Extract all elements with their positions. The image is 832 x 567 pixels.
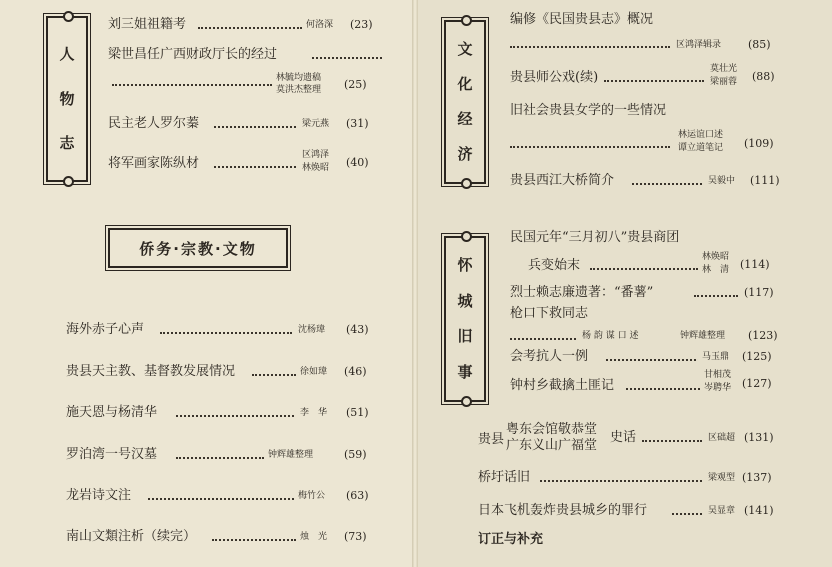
leader-dots: [590, 268, 698, 270]
leader-dots: [632, 183, 702, 185]
entry-author: 梁观型: [708, 473, 736, 483]
leader-dots: [672, 513, 702, 515]
entry-title: 海外赤子心声: [66, 322, 145, 337]
entry-author: 区础超: [708, 433, 736, 443]
entry-page: (125): [742, 350, 772, 363]
entry-author: 莫壮光: [710, 64, 738, 74]
entry-page: (31): [346, 117, 369, 130]
leader-dots: [176, 457, 264, 459]
entry-page: (117): [744, 286, 774, 299]
leader-dots: [160, 332, 292, 334]
entry-author: 岑聘华: [704, 383, 732, 393]
entry-author: 林运谊口述: [678, 130, 724, 140]
entry-author: 李 华: [300, 408, 328, 418]
entry-title: 梁世昌任广西财政厅长的经过: [108, 47, 278, 62]
leader-dots: [694, 295, 738, 297]
leader-dots: [198, 27, 302, 29]
entry-title: 龙岩诗文注: [66, 488, 132, 503]
leader-dots: [312, 57, 382, 59]
leader-dots: [642, 440, 702, 442]
entry-title: 日本飞机轰炸贵县城乡的罪行: [478, 503, 648, 518]
entry-author: 梁丽蓉: [710, 77, 738, 87]
leader-dots: [214, 166, 296, 168]
entry-title: 民主老人罗尔蓁: [108, 116, 200, 131]
leader-dots: [604, 80, 704, 82]
entry-author: 林焕昭: [702, 252, 730, 262]
entry-page: (111): [750, 174, 780, 187]
section-label-old-town: 怀 城 旧 事: [444, 236, 486, 402]
entry-page: (137): [742, 471, 772, 484]
leader-dots: [148, 498, 294, 500]
entry-author: 钟辉雄整理: [680, 331, 726, 341]
entry-page: (40): [346, 156, 369, 169]
entry-author: 林焕昭: [302, 163, 330, 173]
entry-title-suffix: 史话: [610, 430, 637, 445]
entry-page: (23): [350, 18, 373, 31]
entry-author: 谭立道笔记: [678, 143, 724, 153]
right-page: [418, 0, 832, 567]
section-label-people: 人 物 志: [46, 16, 88, 182]
leader-dots: [626, 388, 700, 390]
entry-title: 贵县西江大桥简介: [510, 173, 615, 188]
entry-page: (73): [344, 530, 367, 543]
entry-author: 吴显章: [708, 506, 736, 516]
entry-author: 林毓均遗稿: [276, 73, 322, 83]
entry-author: 区鸿泽辑录: [676, 40, 722, 50]
entry-page: (123): [748, 329, 778, 342]
entry-author: 何洛深: [306, 20, 334, 30]
entry-title: 粤东会馆敬恭堂: [506, 422, 598, 437]
entry-page: (114): [740, 258, 770, 271]
entry-page: (141): [744, 504, 774, 517]
leader-dots: [214, 126, 296, 128]
entry-page: (109): [744, 137, 774, 150]
entry-author: 莫洪杰整理: [276, 85, 322, 95]
entry-title: 罗泊湾一号汉墓: [66, 447, 158, 462]
entry-author: 烛 光: [300, 532, 328, 542]
entry-author: 徐如瑋: [300, 367, 328, 377]
entry-title: 枪口下救同志: [510, 306, 589, 321]
entry-author: 甘相茂: [704, 370, 732, 380]
entry-author: 沈杨瑋: [298, 325, 326, 335]
leader-dots: [540, 480, 702, 482]
leader-dots: [112, 84, 272, 86]
entry-title: 刘三姐祖籍考: [108, 17, 187, 32]
errata-heading[interactable]: 订正与补充: [478, 532, 544, 547]
entry-title: 贵县师公戏(续): [510, 70, 599, 85]
entry-page: (131): [744, 431, 774, 444]
leader-dots: [510, 146, 670, 148]
entry-author: 梅竹公: [298, 491, 326, 501]
entry-page: (43): [346, 323, 369, 336]
entry-title: 南山文類注析（续完）: [66, 529, 197, 544]
entry-author: 吴毅中: [708, 176, 736, 186]
entry-title-continued: 兵变始末: [528, 258, 581, 273]
entry-title: 贵县天主教、基督教发展情况: [66, 364, 236, 379]
entry-page: (59): [344, 448, 367, 461]
entry-title: 将军画家陈纵材: [108, 156, 200, 171]
leader-dots: [212, 539, 296, 541]
entry-author: 马玉鼎: [702, 352, 730, 362]
entry-title-prefix: 贵县: [478, 432, 505, 447]
leader-dots: [176, 415, 294, 417]
entry-page: (88): [752, 70, 775, 83]
entry-page: (63): [346, 489, 369, 502]
entry-author: 钟辉雄整理: [268, 450, 314, 460]
section-label-overseas: 侨务·宗教·文物: [108, 228, 288, 268]
entry-page: (46): [344, 365, 367, 378]
leader-dots: [252, 374, 296, 376]
leader-dots: [510, 46, 670, 48]
entry-title: 烈士赖志廉遗著：“番薯”: [510, 285, 654, 300]
entry-title: 广东义山广福堂: [506, 438, 598, 453]
entry-title: 钟村乡截擒土匪记: [510, 378, 615, 393]
entry-page: (51): [346, 406, 369, 419]
leader-dots: [510, 338, 576, 340]
section-label-culture-economy: 文 化 经 济: [444, 20, 486, 184]
entry-title: 桥圩话旧: [478, 470, 531, 485]
entry-title: 施天恩与杨清华: [66, 405, 158, 420]
entry-page: (25): [344, 78, 367, 91]
entry-author: 林 清: [702, 265, 730, 275]
entry-author: 梁元燕: [302, 119, 330, 129]
leader-dots: [606, 359, 696, 361]
entry-title: 会考抗人一例: [510, 349, 589, 364]
entry-title: 编修《民国贵县志》概况: [510, 12, 654, 27]
entry-page: (127): [742, 377, 772, 390]
entry-author: 区鸿泽: [302, 150, 330, 160]
entry-title: 旧社会贵县女学的一些情况: [510, 103, 667, 118]
entry-author: 杨 韵 谋 口 述: [582, 331, 639, 341]
entry-title: 民国元年“三月初八”贵县商团: [510, 230, 680, 245]
entry-page: (85): [748, 38, 771, 51]
left-page: [0, 0, 412, 567]
